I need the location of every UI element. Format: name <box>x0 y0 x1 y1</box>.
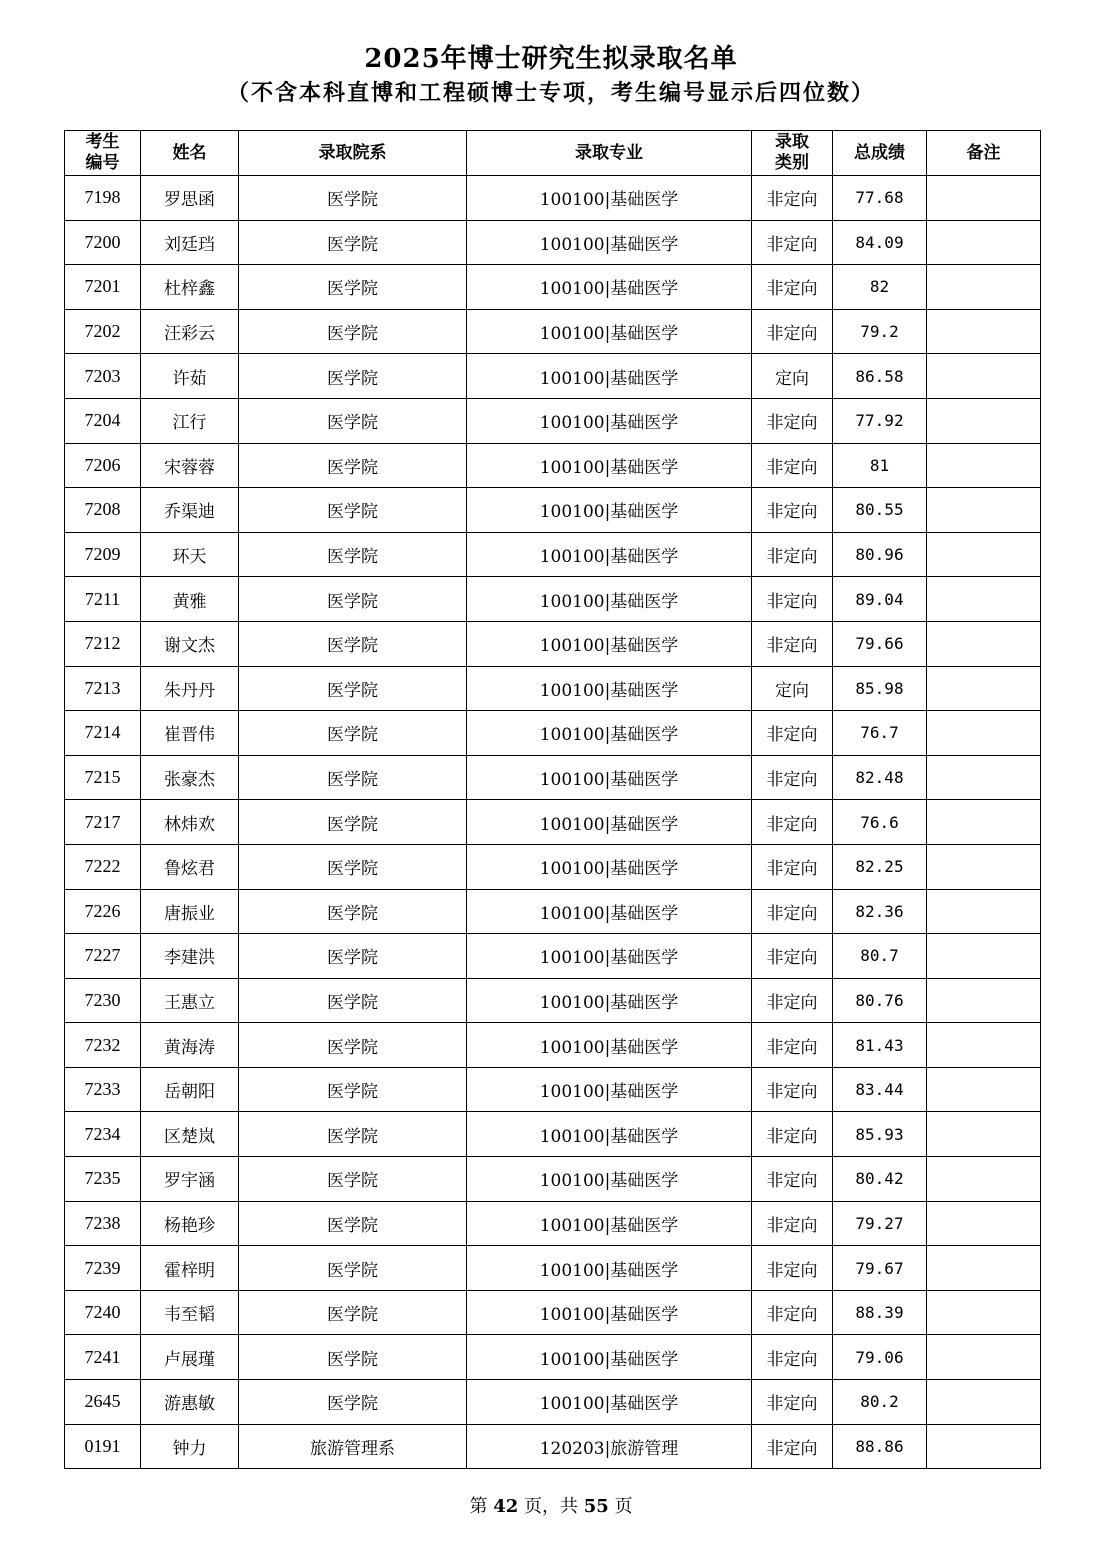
cell-id: 7215 <box>65 755 141 800</box>
table-row <box>65 1424 1041 1469</box>
cell-note <box>927 1157 1041 1202</box>
cell-major: 100100|基础医学 <box>467 666 752 711</box>
cell-id: 7233 <box>65 1067 141 1112</box>
cell-score: 80.55 <box>833 488 927 533</box>
cell-major: 100100|基础医学 <box>467 309 752 354</box>
header-score: 总成绩 <box>833 131 927 176</box>
cell-major: 100100|基础医学 <box>467 577 752 622</box>
cell-id: 7202 <box>65 309 141 354</box>
cell-name: 岳朝阳 <box>141 1067 239 1112</box>
cell-major: 100100|基础医学 <box>467 354 752 399</box>
cell-major: 100100|基础医学 <box>467 1201 752 1246</box>
cell-major: 100100|基础医学 <box>467 1246 752 1291</box>
cell-type: 非定向 <box>752 1023 833 1068</box>
footer-page-number: 42 <box>493 1496 519 1517</box>
cell-id: 7209 <box>65 532 141 577</box>
cell-major: 100100|基础医学 <box>467 176 752 221</box>
cell-major: 100100|基础医学 <box>467 1067 752 1112</box>
cell-major: 100100|基础医学 <box>467 1290 752 1335</box>
cell-id: 7213 <box>65 666 141 711</box>
footer-prefix: 第 <box>469 1496 494 1517</box>
cell-major: 100100|基础医学 <box>467 934 752 979</box>
cell-type: 非定向 <box>752 934 833 979</box>
table-row <box>65 1335 1041 1380</box>
table-row <box>65 220 1041 265</box>
cell-note <box>927 398 1041 443</box>
cell-id: 7226 <box>65 889 141 934</box>
cell-type: 非定向 <box>752 1157 833 1202</box>
table-row <box>65 309 1041 354</box>
table-row <box>65 755 1041 800</box>
cell-name: 崔晋伟 <box>141 711 239 756</box>
cell-major: 100100|基础医学 <box>467 1335 752 1380</box>
cell-score: 80.7 <box>833 934 927 979</box>
cell-type: 非定向 <box>752 220 833 265</box>
cell-note <box>927 755 1041 800</box>
cell-note <box>927 309 1041 354</box>
cell-score: 80.76 <box>833 978 927 1023</box>
cell-type: 非定向 <box>752 1201 833 1246</box>
cell-name: 霍梓明 <box>141 1246 239 1291</box>
cell-id: 7217 <box>65 800 141 845</box>
cell-dept: 医学院 <box>239 1112 467 1157</box>
cell-major: 100100|基础医学 <box>467 621 752 666</box>
cell-name: 区楚岚 <box>141 1112 239 1157</box>
cell-type: 非定向 <box>752 800 833 845</box>
table-row <box>65 176 1041 221</box>
cell-dept: 医学院 <box>239 978 467 1023</box>
cell-type: 非定向 <box>752 1380 833 1425</box>
cell-id: 7206 <box>65 443 141 488</box>
cell-note <box>927 220 1041 265</box>
cell-major: 100100|基础医学 <box>467 978 752 1023</box>
cell-major: 100100|基础医学 <box>467 398 752 443</box>
cell-score: 86.58 <box>833 354 927 399</box>
cell-note <box>927 711 1041 756</box>
cell-name: 许茹 <box>141 354 239 399</box>
table-row <box>65 711 1041 756</box>
cell-id: 7227 <box>65 934 141 979</box>
cell-major: 100100|基础医学 <box>467 1112 752 1157</box>
cell-major: 100100|基础医学 <box>467 755 752 800</box>
cell-id: 7204 <box>65 398 141 443</box>
cell-dept: 医学院 <box>239 1023 467 1068</box>
cell-score: 89.04 <box>833 577 927 622</box>
header-major: 录取专业 <box>467 131 752 176</box>
table-row <box>65 934 1041 979</box>
cell-dept: 旅游管理系 <box>239 1424 467 1469</box>
cell-type: 非定向 <box>752 443 833 488</box>
cell-id: 7241 <box>65 1335 141 1380</box>
cell-score: 79.2 <box>833 309 927 354</box>
cell-score: 79.06 <box>833 1335 927 1380</box>
cell-type: 非定向 <box>752 488 833 533</box>
cell-score: 77.68 <box>833 176 927 221</box>
cell-type: 非定向 <box>752 176 833 221</box>
cell-id: 7203 <box>65 354 141 399</box>
cell-type: 非定向 <box>752 1290 833 1335</box>
cell-score: 83.44 <box>833 1067 927 1112</box>
cell-major: 100100|基础医学 <box>467 488 752 533</box>
header-name: 姓名 <box>141 131 239 176</box>
cell-major: 100100|基础医学 <box>467 800 752 845</box>
cell-note <box>927 666 1041 711</box>
cell-dept: 医学院 <box>239 1201 467 1246</box>
cell-dept: 医学院 <box>239 220 467 265</box>
table-row <box>65 1112 1041 1157</box>
table-row <box>65 889 1041 934</box>
cell-type: 定向 <box>752 354 833 399</box>
cell-score: 82.36 <box>833 889 927 934</box>
cell-type: 非定向 <box>752 1112 833 1157</box>
cell-note <box>927 1246 1041 1291</box>
cell-type: 非定向 <box>752 889 833 934</box>
table-row <box>65 1290 1041 1335</box>
cell-score: 76.7 <box>833 711 927 756</box>
cell-dept: 医学院 <box>239 1067 467 1112</box>
cell-score: 82.48 <box>833 755 927 800</box>
table-row <box>65 443 1041 488</box>
cell-dept: 医学院 <box>239 1380 467 1425</box>
table-row <box>65 978 1041 1023</box>
cell-dept: 医学院 <box>239 1290 467 1335</box>
table-row <box>65 1157 1041 1202</box>
cell-note <box>927 354 1041 399</box>
cell-major: 100100|基础医学 <box>467 844 752 889</box>
footer-total-pages: 55 <box>583 1496 609 1517</box>
cell-id: 7238 <box>65 1201 141 1246</box>
page-title: 2025年博士研究生拟录取名单 <box>364 44 738 74</box>
cell-id: 7222 <box>65 844 141 889</box>
cell-score: 88.39 <box>833 1290 927 1335</box>
cell-name: 汪彩云 <box>141 309 239 354</box>
cell-dept: 医学院 <box>239 755 467 800</box>
header-id: 考生 编号 <box>65 131 141 176</box>
cell-id: 7234 <box>65 1112 141 1157</box>
cell-id: 7232 <box>65 1023 141 1068</box>
cell-score: 79.66 <box>833 621 927 666</box>
header-dept: 录取院系 <box>239 131 467 176</box>
cell-major: 100100|基础医学 <box>467 889 752 934</box>
cell-note <box>927 532 1041 577</box>
cell-major: 100100|基础医学 <box>467 711 752 756</box>
cell-major: 100100|基础医学 <box>467 220 752 265</box>
cell-note <box>927 1424 1041 1469</box>
cell-id: 7235 <box>65 1157 141 1202</box>
cell-note <box>927 1201 1041 1246</box>
table-row <box>65 1067 1041 1112</box>
cell-type: 非定向 <box>752 621 833 666</box>
table-row <box>65 1380 1041 1425</box>
footer-middle: 页，共 <box>518 1496 584 1517</box>
cell-name: 卢展瑾 <box>141 1335 239 1380</box>
cell-note <box>927 978 1041 1023</box>
cell-name: 唐振业 <box>141 889 239 934</box>
cell-score: 79.27 <box>833 1201 927 1246</box>
cell-dept: 医学院 <box>239 488 467 533</box>
cell-name: 鲁炫君 <box>141 844 239 889</box>
cell-dept: 医学院 <box>239 398 467 443</box>
cell-score: 79.67 <box>833 1246 927 1291</box>
cell-dept: 医学院 <box>239 265 467 310</box>
cell-id: 7230 <box>65 978 141 1023</box>
table-row <box>65 844 1041 889</box>
cell-name: 朱丹丹 <box>141 666 239 711</box>
cell-major: 100100|基础医学 <box>467 532 752 577</box>
cell-id: 7201 <box>65 265 141 310</box>
cell-note <box>927 1335 1041 1380</box>
cell-note <box>927 1023 1041 1068</box>
cell-id: 7214 <box>65 711 141 756</box>
cell-score: 80.96 <box>833 532 927 577</box>
cell-major: 100100|基础医学 <box>467 1380 752 1425</box>
cell-note <box>927 1290 1041 1335</box>
cell-name: 杨艳珍 <box>141 1201 239 1246</box>
cell-id: 7212 <box>65 621 141 666</box>
table-row <box>65 532 1041 577</box>
cell-score: 88.86 <box>833 1424 927 1469</box>
cell-id: 7211 <box>65 577 141 622</box>
cell-dept: 医学院 <box>239 354 467 399</box>
cell-name: 李建洪 <box>141 934 239 979</box>
cell-note <box>927 621 1041 666</box>
cell-name: 黄海涛 <box>141 1023 239 1068</box>
cell-dept: 医学院 <box>239 666 467 711</box>
cell-dept: 医学院 <box>239 621 467 666</box>
cell-dept: 医学院 <box>239 1335 467 1380</box>
cell-note <box>927 1380 1041 1425</box>
cell-score: 76.6 <box>833 800 927 845</box>
cell-score: 82 <box>833 265 927 310</box>
cell-score: 82.25 <box>833 844 927 889</box>
table-row <box>65 354 1041 399</box>
cell-note <box>927 176 1041 221</box>
cell-type: 定向 <box>752 666 833 711</box>
cell-type: 非定向 <box>752 1424 833 1469</box>
cell-name: 黄雅 <box>141 577 239 622</box>
cell-score: 85.98 <box>833 666 927 711</box>
cell-dept: 医学院 <box>239 176 467 221</box>
cell-score: 80.42 <box>833 1157 927 1202</box>
cell-type: 非定向 <box>752 577 833 622</box>
table-row <box>65 1246 1041 1291</box>
cell-dept: 医学院 <box>239 800 467 845</box>
cell-type: 非定向 <box>752 398 833 443</box>
cell-type: 非定向 <box>752 265 833 310</box>
table-row <box>65 800 1041 845</box>
cell-name: 张豪杰 <box>141 755 239 800</box>
cell-score: 84.09 <box>833 220 927 265</box>
footer-suffix: 页 <box>608 1496 633 1517</box>
cell-dept: 医学院 <box>239 889 467 934</box>
table-row <box>65 577 1041 622</box>
cell-type: 非定向 <box>752 711 833 756</box>
cell-score: 81.43 <box>833 1023 927 1068</box>
cell-dept: 医学院 <box>239 443 467 488</box>
cell-note <box>927 577 1041 622</box>
cell-dept: 医学院 <box>239 934 467 979</box>
cell-name: 宋蓉蓉 <box>141 443 239 488</box>
cell-dept: 医学院 <box>239 1157 467 1202</box>
cell-id: 0191 <box>65 1424 141 1469</box>
header-type: 录取 类别 <box>752 131 833 176</box>
cell-note <box>927 1112 1041 1157</box>
cell-dept: 医学院 <box>239 711 467 756</box>
cell-dept: 医学院 <box>239 1246 467 1291</box>
cell-dept: 医学院 <box>239 844 467 889</box>
cell-name: 环天 <box>141 532 239 577</box>
cell-name: 罗思函 <box>141 176 239 221</box>
cell-name: 韦至韬 <box>141 1290 239 1335</box>
page-subtitle: （不含本科直博和工程硕博士专项，考生编号显示后四位数） <box>226 80 875 106</box>
cell-type: 非定向 <box>752 1067 833 1112</box>
cell-type: 非定向 <box>752 755 833 800</box>
cell-id: 7198 <box>65 176 141 221</box>
cell-major: 100100|基础医学 <box>467 443 752 488</box>
cell-name: 钟力 <box>141 1424 239 1469</box>
cell-dept: 医学院 <box>239 309 467 354</box>
cell-id: 7208 <box>65 488 141 533</box>
cell-score: 81 <box>833 443 927 488</box>
table-row <box>65 1201 1041 1246</box>
cell-name: 罗宇涵 <box>141 1157 239 1202</box>
cell-dept: 医学院 <box>239 532 467 577</box>
cell-note <box>927 889 1041 934</box>
admission-table <box>64 130 1041 1469</box>
cell-name: 江行 <box>141 398 239 443</box>
cell-name: 游惠敏 <box>141 1380 239 1425</box>
cell-score: 80.2 <box>833 1380 927 1425</box>
cell-id: 7200 <box>65 220 141 265</box>
cell-type: 非定向 <box>752 1335 833 1380</box>
header-note: 备注 <box>927 131 1041 176</box>
cell-score: 77.92 <box>833 398 927 443</box>
cell-note <box>927 488 1041 533</box>
cell-dept: 医学院 <box>239 577 467 622</box>
cell-name: 刘廷珰 <box>141 220 239 265</box>
cell-note <box>927 844 1041 889</box>
table-row <box>65 488 1041 533</box>
table-row <box>65 265 1041 310</box>
cell-name: 王惠立 <box>141 978 239 1023</box>
table-row <box>65 666 1041 711</box>
table-row <box>65 1023 1041 1068</box>
cell-note <box>927 443 1041 488</box>
table-body <box>65 176 1041 1469</box>
cell-id: 7240 <box>65 1290 141 1335</box>
cell-major: 100100|基础医学 <box>467 1023 752 1068</box>
cell-major: 100100|基础医学 <box>467 265 752 310</box>
cell-note <box>927 800 1041 845</box>
cell-note <box>927 1067 1041 1112</box>
cell-note <box>927 265 1041 310</box>
cell-note <box>927 934 1041 979</box>
cell-type: 非定向 <box>752 978 833 1023</box>
cell-type: 非定向 <box>752 532 833 577</box>
table-row <box>65 621 1041 666</box>
cell-score: 85.93 <box>833 1112 927 1157</box>
cell-name: 乔渠迪 <box>141 488 239 533</box>
cell-name: 林炜欢 <box>141 800 239 845</box>
cell-major: 120203|旅游管理 <box>467 1424 752 1469</box>
table-header-row <box>65 131 1041 176</box>
cell-name: 杜梓鑫 <box>141 265 239 310</box>
table-row <box>65 398 1041 443</box>
cell-name: 谢文杰 <box>141 621 239 666</box>
cell-id: 2645 <box>65 1380 141 1425</box>
cell-type: 非定向 <box>752 844 833 889</box>
cell-id: 7239 <box>65 1246 141 1291</box>
page-footer <box>0 1492 1102 1518</box>
cell-type: 非定向 <box>752 1246 833 1291</box>
cell-major: 100100|基础医学 <box>467 1157 752 1202</box>
cell-type: 非定向 <box>752 309 833 354</box>
